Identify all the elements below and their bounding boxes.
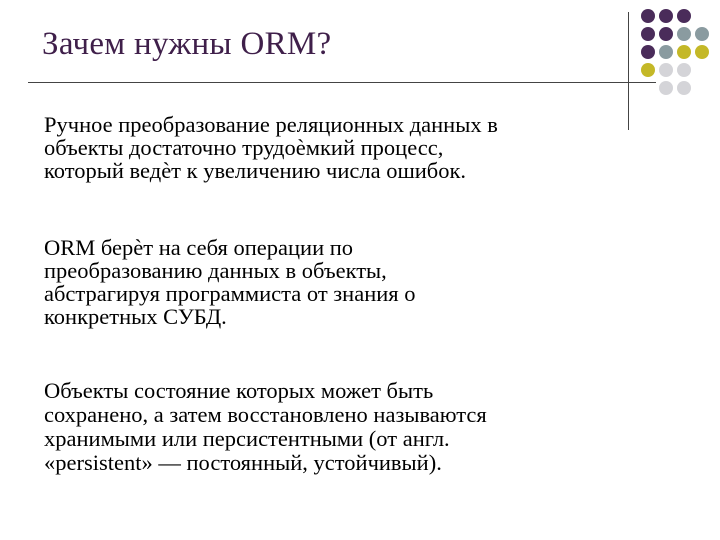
paragraph-line: абстрагируя программиста от знания о (44, 281, 416, 306)
paragraph-orm-role (44, 236, 416, 328)
paragraph-line: Ручное преобразование реляционных данных в (44, 112, 498, 137)
decorative-dot (695, 27, 709, 41)
decorative-dot (659, 81, 673, 95)
decorative-dot (677, 27, 691, 41)
paragraph-line: преобразованию данных в объекты, (44, 258, 387, 283)
paragraph-line: ORM берѐт на себя операции по (44, 235, 354, 260)
decorative-dot (659, 27, 673, 41)
decorative-dot (641, 27, 655, 41)
paragraph-line: «persistent» — постоянный, устойчивый). (44, 450, 442, 475)
vertical-divider-line (628, 12, 629, 130)
decorative-dot (677, 9, 691, 23)
decorative-dot (641, 63, 655, 77)
decorative-dot (659, 9, 673, 23)
decorative-dot (677, 81, 691, 95)
paragraph-line: сохранено, а затем восстановлено называются (44, 402, 487, 427)
decorative-dot (695, 45, 709, 59)
decorative-dot (641, 9, 655, 23)
decorative-dot (659, 45, 673, 59)
paragraph-manual-conversion (44, 113, 498, 182)
decorative-dot (641, 45, 655, 59)
title-divider-line (28, 82, 656, 83)
decorative-dot (677, 45, 691, 59)
slide-title: Зачем нужны ORM? (42, 26, 332, 62)
paragraph-line: конкретных СУБД. (44, 304, 227, 329)
paragraph-line: который ведѐт к увеличению числа ошибок. (44, 158, 467, 183)
paragraph-line: Объекты состояние которых может быть (44, 378, 434, 403)
paragraph-line: хранимыми или персистентными (от англ. (44, 426, 450, 451)
paragraph-persistent-objects (44, 379, 487, 475)
decorative-dot (677, 63, 691, 77)
paragraph-line: объекты достаточно трудоѐмкий процесс, (44, 135, 444, 160)
decorative-dot (659, 63, 673, 77)
